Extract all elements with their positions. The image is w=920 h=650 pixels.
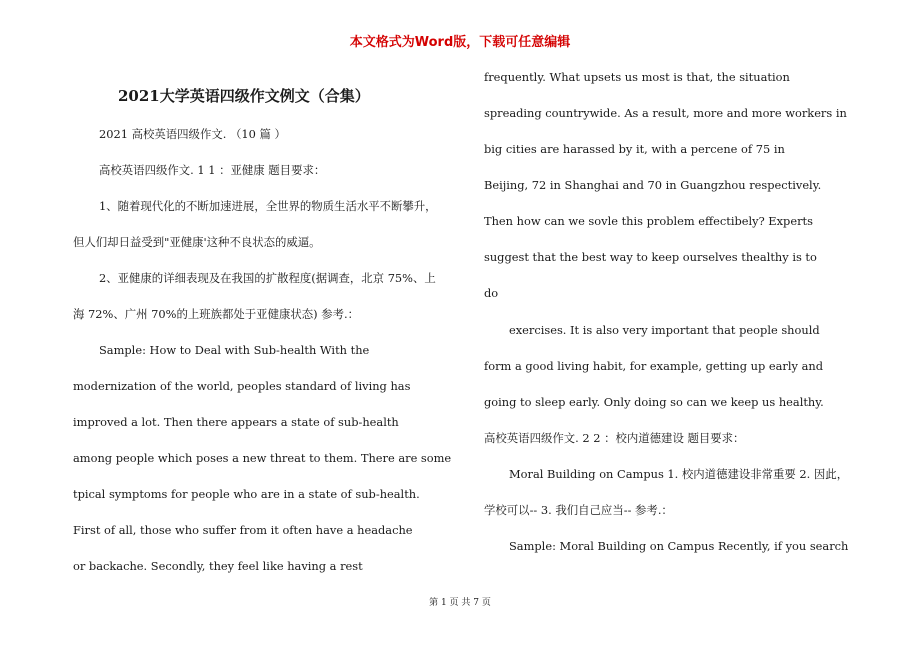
text-line: improved a lot. Then there appears a state of sub-health <box>73 415 399 429</box>
document-title: 2021大学英语四级作文例文（合集） <box>118 87 370 105</box>
word-format-banner: 本文格式为Word版，下载可任意编辑 <box>349 35 571 50</box>
page-number-footer: 第 1 页 共 7 页 <box>429 598 491 608</box>
text-line: Beijing, 72 in Shanghai and 70 in Guangzhou respectively. <box>484 178 822 192</box>
text-line: form a good living habit, for example, getting up early and <box>484 359 823 373</box>
text-line: do <box>484 286 499 300</box>
text-line: First of all, those who suffer from it often have a headache <box>73 523 413 537</box>
text-line: Sample: Moral Building on Campus Recently, if you search <box>509 539 849 553</box>
text-line: suggest that the best way to keep ourselves thealthy is to <box>484 250 817 264</box>
text-line: or backache. Secondly, they feel like having a rest <box>73 559 363 573</box>
text-line: 2、亚健康的详细表现及在我国的扩散程度(据调查，北京 75%、上 <box>99 271 436 285</box>
text-line: spreading countrywide. As a result, more and more workers in <box>484 106 847 120</box>
text-line: 海 72%、广州 70%的上班族都处于亚健康状态) 参考.： <box>73 307 359 321</box>
text-line: going to sleep early. Only doing so can we keep us healthy. <box>484 395 824 409</box>
text-line: 2021 高校英语四级作文. （10 篇 ） <box>99 127 286 141</box>
text-line: 学校可以-- 3. 我们自己应当-- 参考.： <box>484 503 673 517</box>
text-line: frequently. What upsets us most is that, the situation <box>484 70 790 84</box>
text-line: Moral Building on Campus 1. 校内道德建设非常重要 2. 因此， <box>509 467 849 481</box>
text-line: modernization of the world, peoples standard of living has <box>73 379 411 393</box>
text-line: 高校英语四级作文. 1 1 ：亚健康 题目要求： <box>99 163 326 177</box>
text-line: Then how can we sovle this problem effectibely? Experts <box>484 214 813 228</box>
text-line: Sample: How to Deal with Sub-health With the <box>99 343 370 357</box>
text-line: tpical symptoms for people who are in a state of sub-health. <box>73 487 420 501</box>
text-line: big cities are harassed by it, with a percene of 75 in <box>484 142 785 156</box>
text-line: 高校英语四级作文. 2 2 ：校内道德建设 题目要求： <box>484 431 745 445</box>
text-line: exercises. It is also very important that people should <box>509 323 820 337</box>
text-line: 1、随着现代化的不断加速进展，全世界的物质生活水平不断攀升， <box>99 199 437 213</box>
text-line: 但人们却日益受到"亚健康'这种不良状态的威逼。 <box>73 235 321 249</box>
text-line: among people which poses a new threat to them. There are some <box>73 451 452 465</box>
